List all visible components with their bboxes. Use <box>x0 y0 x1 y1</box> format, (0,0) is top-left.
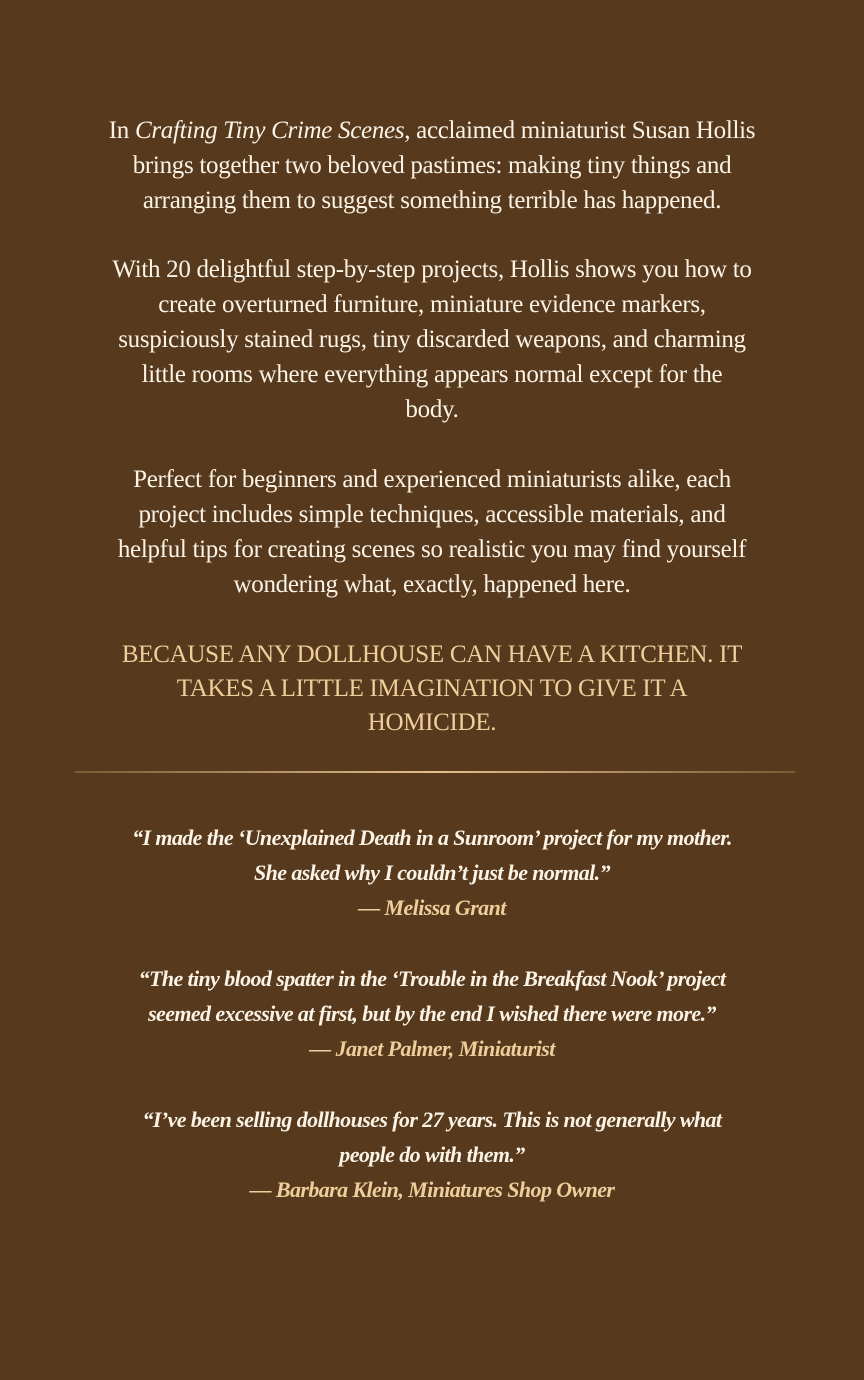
blurb-paragraph-intro <box>82 113 782 218</box>
review-quote <box>62 1102 802 1207</box>
blurb-text: suspiciously stained rugs, tiny discarded weapons, and charming <box>118 326 746 353</box>
blurb-text: wondering what, exactly, happened here. <box>233 571 631 598</box>
tagline-text: TAKES A LITTLE IMAGINATION TO GIVE IT A <box>176 675 688 702</box>
section-divider <box>75 771 795 773</box>
blurb-text: arranging them to suggest something terrible has happened. <box>142 187 722 214</box>
book-title: Crafting Tiny Crime Scenes <box>134 117 405 144</box>
blurb-text: brings together two beloved pastimes: making tiny things and <box>132 152 732 179</box>
blurb-text: , acclaimed miniaturist Susan Hollis <box>404 117 756 144</box>
tagline <box>82 638 782 740</box>
blurb-paragraph-projects <box>82 252 782 427</box>
review-text: “I made the ‘Unexplained Death in a Sunroom’ project for my mother. <box>132 825 732 850</box>
blurb-text: In <box>108 117 135 144</box>
review-quote <box>62 961 802 1066</box>
blurb-text: Perfect for beginners and experienced miniaturists alike, each <box>133 466 731 493</box>
blurb-text: project includes simple techniques, accessible materials, and <box>138 501 726 528</box>
review-text: people do with them.” <box>339 1142 525 1167</box>
blurb-text: create overturned furniture, miniature evidence markers, <box>158 291 706 318</box>
review-attribution: — Janet Palmer, Miniaturist <box>309 1036 555 1061</box>
blurb-text: body. <box>405 396 459 423</box>
review-text: She asked why I couldn’t just be normal.” <box>254 860 610 885</box>
blurb-text: With 20 delightful step-by-step projects, Hollis shows you how to <box>112 256 752 283</box>
blurb-text: helpful tips for creating scenes so realistic you may find yourself <box>117 536 747 563</box>
review-text: “The tiny blood spatter in the ‘Trouble in the Breakfast Nook’ project <box>138 966 726 991</box>
review-attribution: — Melissa Grant <box>358 895 506 920</box>
review-quote <box>62 820 802 925</box>
review-attribution: — Barbara Klein, Miniatures Shop Owner <box>249 1177 615 1202</box>
tagline-text: HOMICIDE. <box>367 709 497 736</box>
review-text: “I’ve been selling dollhouses for 27 years. This is not generally what <box>142 1107 722 1132</box>
tagline-text: BECAUSE ANY DOLLHOUSE CAN HAVE A KITCHEN. IT <box>121 641 743 668</box>
blurb-text: little rooms where everything appears normal except for the <box>141 361 723 388</box>
blurb-paragraph-audience <box>82 462 782 602</box>
review-text: seemed excessive at first, but by the end I wished there were more.” <box>148 1001 716 1026</box>
